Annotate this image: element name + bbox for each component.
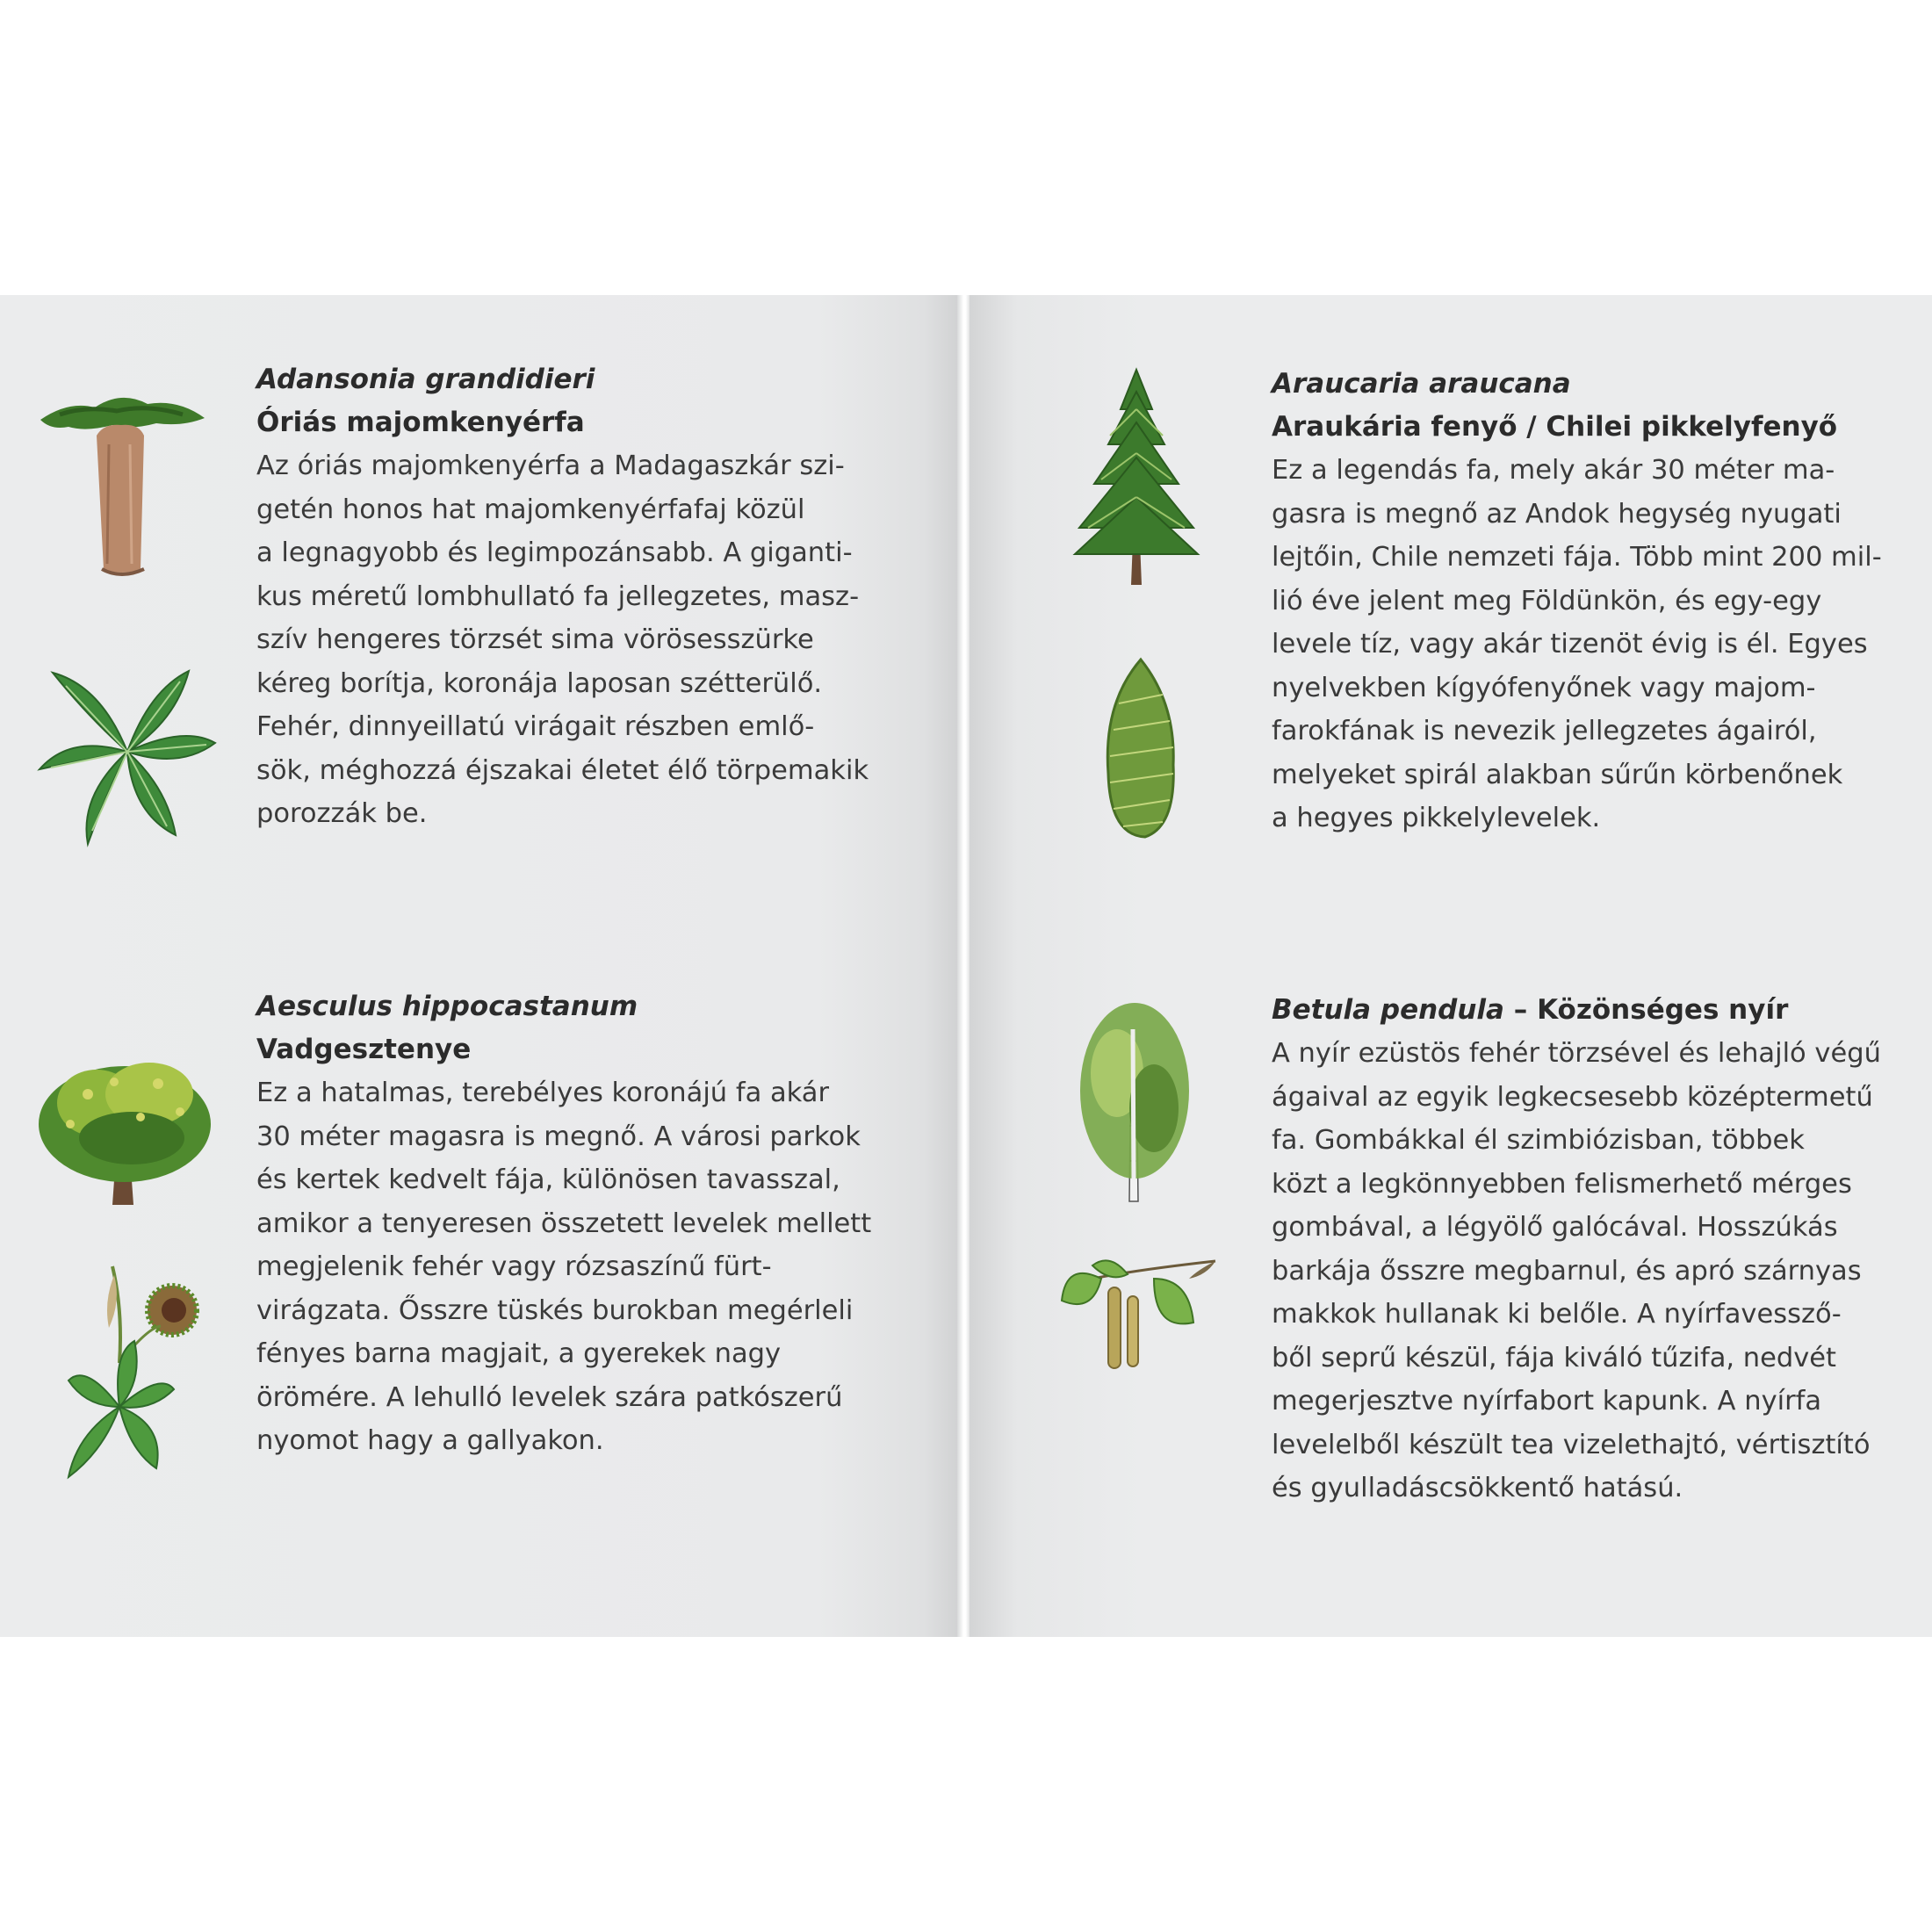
palmate-leaf-icon bbox=[35, 655, 220, 848]
birch-tree-icon bbox=[1073, 994, 1196, 1205]
araucaria-branch-icon bbox=[1092, 651, 1189, 844]
latin-name: Adansonia grandidieri bbox=[256, 364, 595, 395]
common-name: Araukária fenyő / Chilei pikkelyfenyő bbox=[1272, 411, 1838, 443]
body-line: makkok hullanak ki belőle. A nyírfavessző- bbox=[1272, 1299, 1842, 1330]
latin-name: Araucaria araucana bbox=[1272, 368, 1571, 400]
birch-leaf-catkin-icon bbox=[1057, 1252, 1224, 1393]
body-line: gasra is megnő az Andok hegység nyugati bbox=[1272, 498, 1842, 530]
body-line: amikor a tenyeresen összetett levelek mellett bbox=[256, 1208, 872, 1239]
body-line: ből seprű készül, fája kiváló tűzifa, nedvét bbox=[1272, 1342, 1837, 1373]
common-name: Óriás majomkenyérfa bbox=[256, 407, 585, 438]
body-line: porozzák be. bbox=[256, 798, 428, 829]
entry-aesculus bbox=[256, 985, 871, 1463]
body-line: megjelenik fehér vagy rózsaszínű fürt- bbox=[256, 1251, 772, 1282]
body-line: és gyulladáscsökkentő hatású. bbox=[1272, 1473, 1683, 1503]
common-name: Vadgesztenye bbox=[256, 1034, 472, 1065]
body-line: gombával, a légyölő galócával. Hosszúkás bbox=[1272, 1212, 1838, 1243]
body-line: a hegyes pikkelylevelek. bbox=[1272, 803, 1601, 833]
body-line: megerjesztve nyírfabort kapunk. A nyírfa bbox=[1272, 1386, 1822, 1417]
body-line: örömére. A lehulló levelek szára patkószerű bbox=[256, 1381, 843, 1413]
body-line: nyomot hagy a gallyakon. bbox=[256, 1425, 604, 1456]
body-line: fényes barna magjait, a gyerekek nagy bbox=[256, 1338, 782, 1369]
body-line: Az óriás majomkenyérfa a Madagaszkár szi- bbox=[256, 451, 845, 481]
latin-name: Betula pendula bbox=[1272, 994, 1504, 1026]
body-line: a legnagyobb és legimpozánsabb. A giganti- bbox=[256, 537, 853, 568]
entry-adansonia bbox=[256, 358, 869, 836]
body-line: ágaival az egyik legkecsesebb középtermetű bbox=[1272, 1081, 1873, 1113]
body-line: Ez a legendás fa, mely akár 30 méter ma- bbox=[1272, 455, 1835, 486]
common-name: Közönséges nyír bbox=[1537, 994, 1789, 1026]
body-line: Ez a hatalmas, terebélyes koronájú fa akár bbox=[256, 1078, 829, 1108]
body-line: lió éve jelent meg Földünkön, és egy-egy bbox=[1272, 585, 1822, 616]
entry-betula bbox=[1272, 989, 1881, 1510]
right-page bbox=[970, 295, 1932, 1637]
body-line: A nyír ezüstös fehér törzsével és lehajló végű bbox=[1272, 1038, 1881, 1069]
entry-araucaria bbox=[1272, 363, 1882, 840]
body-line: közt a legkönnyebben felismerhető mérges bbox=[1272, 1168, 1852, 1200]
latin-name: Aesculus hippocastanum bbox=[256, 991, 638, 1022]
body-line: melyeket spirál alakban sűrűn körbenőnek bbox=[1272, 759, 1843, 790]
body-line: fa. Gombákkal él szimbiózisban, többek bbox=[1272, 1125, 1805, 1156]
left-page bbox=[0, 295, 962, 1637]
body-line: és kertek kedvelt fája, különösen tavasszal, bbox=[256, 1164, 840, 1195]
body-line: nyelvekben kígyófenyőnek vagy majom- bbox=[1272, 672, 1816, 703]
body-line: farokfának is nevezik jellegzetes ágairól, bbox=[1272, 716, 1817, 746]
baobab-tree-icon bbox=[33, 365, 209, 585]
chestnut-tree-icon bbox=[35, 1033, 215, 1217]
body-line: sök, méghozzá éjszakai életet élő törpemakik bbox=[256, 754, 869, 786]
body-line: Fehér, dinnyeillatú virágait részben emlő- bbox=[256, 711, 815, 742]
book-spread bbox=[0, 295, 1932, 1637]
araucaria-tree-icon bbox=[1066, 365, 1207, 594]
body-line: barkája ősszre megbarnul, és apró szárnyas bbox=[1272, 1255, 1862, 1287]
body-line: kus méretű lombhullató fa jellegzetes, masz- bbox=[256, 580, 860, 612]
chestnut-leaf-fruit-icon bbox=[51, 1258, 218, 1503]
body-line: szív hengeres törzsét sima vörösesszürke bbox=[256, 624, 814, 655]
title-dash: – bbox=[1503, 994, 1538, 1026]
body-line: 30 méter magasra is megnő. A városi parkok bbox=[256, 1121, 861, 1152]
body-line: virágzata. Ősszre tüskés burokban megérleli bbox=[256, 1294, 854, 1326]
body-line: kéreg borítja, koronája laposan szétterülő. bbox=[256, 667, 823, 699]
body-line: lejtőin, Chile nemzeti fája. Több mint 200 mil- bbox=[1272, 542, 1882, 573]
body-line: levelelből készült tea vizelethajtó, vértisztító bbox=[1272, 1429, 1871, 1460]
body-line: levele tíz, vagy akár tizenöt évig is él. Egyes bbox=[1272, 629, 1868, 660]
body-line: getén honos hat majomkenyérfafaj közül bbox=[256, 494, 805, 525]
title-line bbox=[1272, 989, 1881, 1032]
